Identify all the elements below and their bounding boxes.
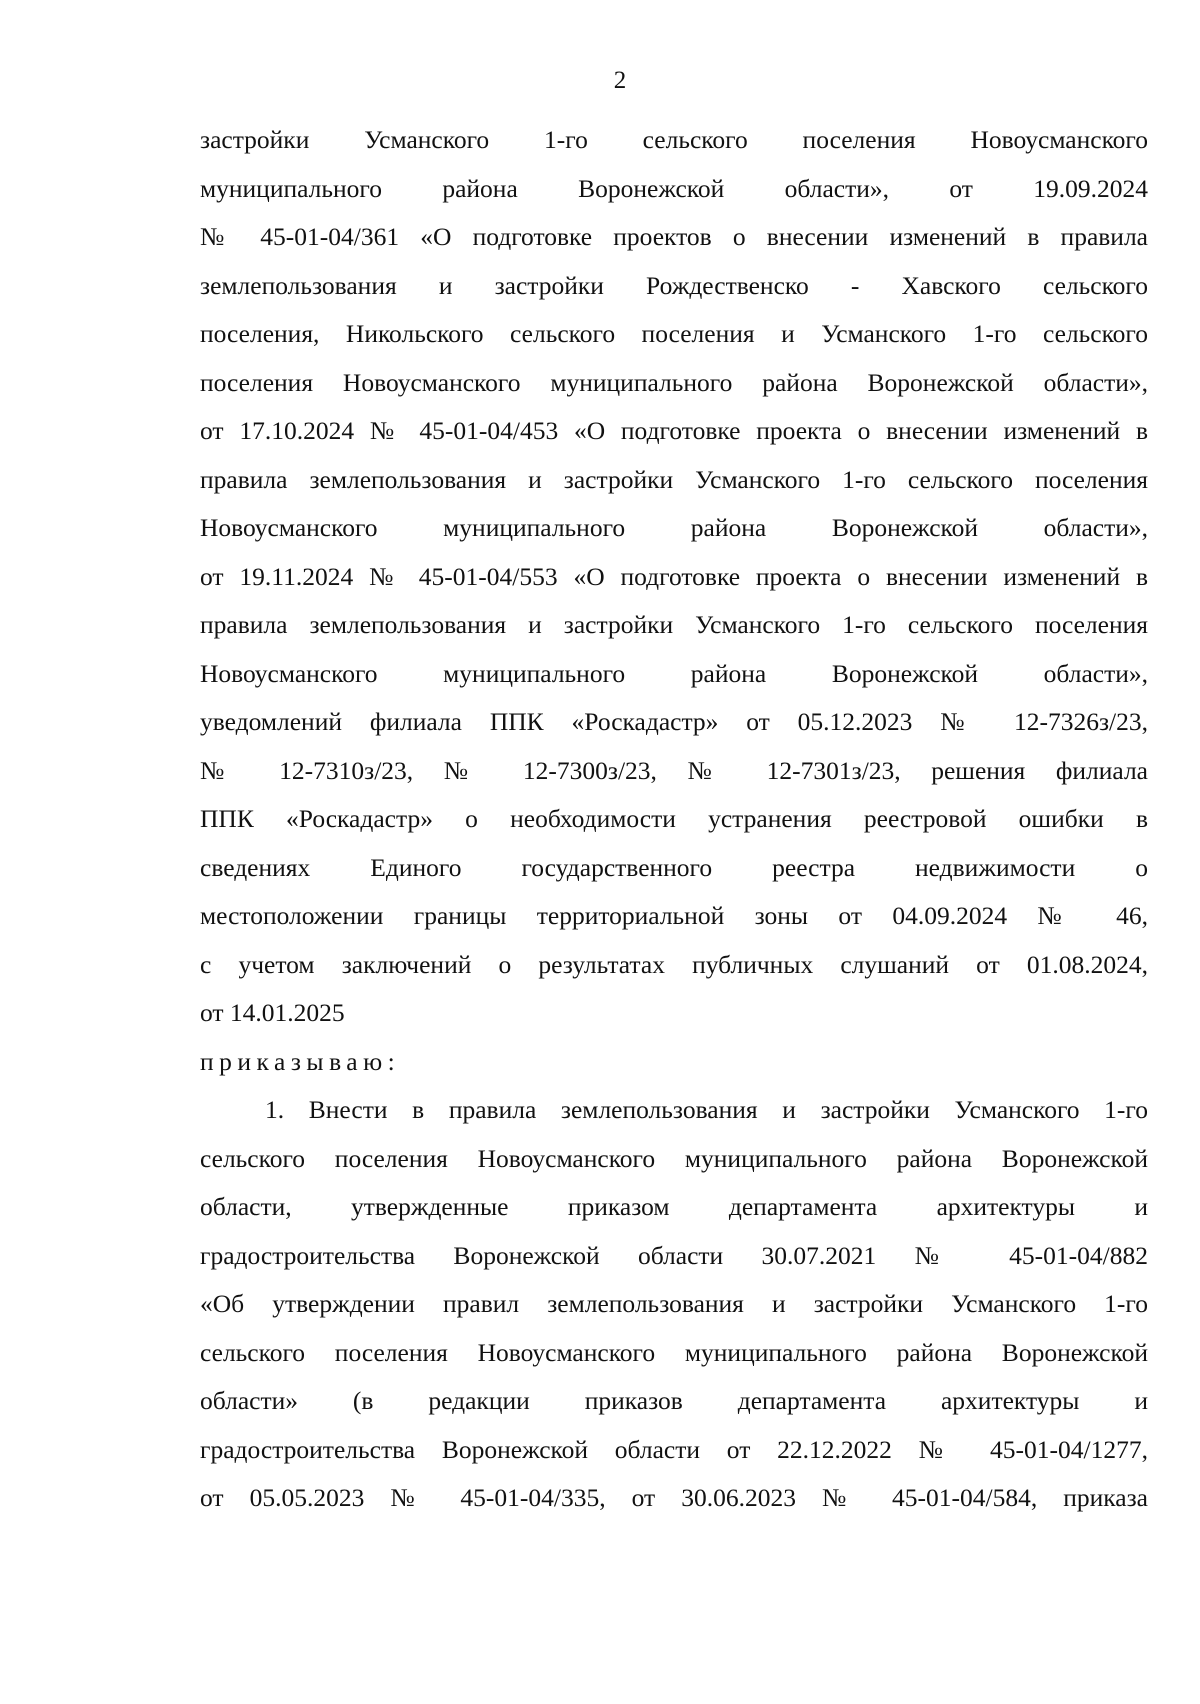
document-body [200, 116, 1148, 1523]
text-line: «Об утверждении правил землепользования и застройки Усманского 1-го [200, 1289, 1148, 1318]
text-line: сельского поселения Новоусманского муниципального района Воронежской [200, 1143, 1148, 1173]
text-line: сельского поселения Новоусманского муниципального района Воронежской [200, 1337, 1148, 1367]
text-line: поселения, Никольского сельского поселения и Усманского 1-го сельского [200, 319, 1148, 348]
text-line: землепользования и застройки Рождественско - Хавского сельского [200, 270, 1148, 300]
text-line: уведомлений филиала ППК «Роскадастр» от 05.12.2023 № 12-7326з/23, [200, 707, 1148, 736]
text-line: градостроительства Воронежской области 30.07.2021 № 45-01-04/882 [200, 1240, 1148, 1270]
text-line: правила землепользования и застройки Усманского 1-го сельского поселения [200, 610, 1148, 639]
page-number: 2 [613, 67, 627, 94]
order-word: приказываю: [200, 1046, 401, 1076]
text-line: от 14.01.2025 [200, 998, 345, 1027]
text-line: правила землепользования и застройки Усманского 1-го сельского поселения [200, 464, 1148, 494]
text-line: местоположении границы территориальной зоны от 04.09.2024 № 46, [200, 901, 1148, 930]
text-line: от 05.05.2023 № 45-01-04/335, от 30.06.2023 № 45-01-04/584, приказа [200, 1483, 1148, 1512]
text-line: сведениях Единого государственного реестра недвижимости о [200, 852, 1148, 882]
text-line: застройки Усманского 1-го сельского поселения Новоусманского [200, 125, 1148, 154]
text-line: поселения Новоусманского муниципального района Воронежской области», [200, 367, 1148, 397]
text-line: области, утвержденные приказом департамента архитектуры и [200, 1192, 1148, 1221]
text-line: Новоусманского муниципального района Воронежской области», [200, 513, 1148, 542]
text-line: муниципального района Воронежской области», от 19.09.2024 [200, 173, 1148, 203]
text-line: от 17.10.2024 № 45-01-04/453 «О подготовке проекта о внесении изменений в [200, 416, 1148, 445]
text-line: № 12-7310з/23, № 12-7300з/23, № 12-7301з/23, решения филиала [200, 755, 1148, 785]
text-line: области» (в редакции приказов департамента архитектуры и [200, 1386, 1148, 1415]
text-line: с учетом заключений о результатах публичных слушаний от 01.08.2024, [200, 949, 1148, 979]
text-line: № 45-01-04/361 «О подготовке проектов о внесении изменений в правила [200, 222, 1148, 251]
text-line: градостроительства Воронежской области от 22.12.2022 № 45-01-04/1277, [200, 1434, 1148, 1464]
text-line: Новоусманского муниципального района Воронежской области», [200, 658, 1148, 688]
paragraph-1-start: 1. Внести в правила землепользования и застройки Усманского 1-го [265, 1095, 1148, 1124]
text-line: ППК «Роскадастр» о необходимости устранения реестровой ошибки в [200, 804, 1148, 833]
text-line: от 19.11.2024 № 45-01-04/553 «О подготовке проекта о внесении изменений в [200, 561, 1148, 591]
